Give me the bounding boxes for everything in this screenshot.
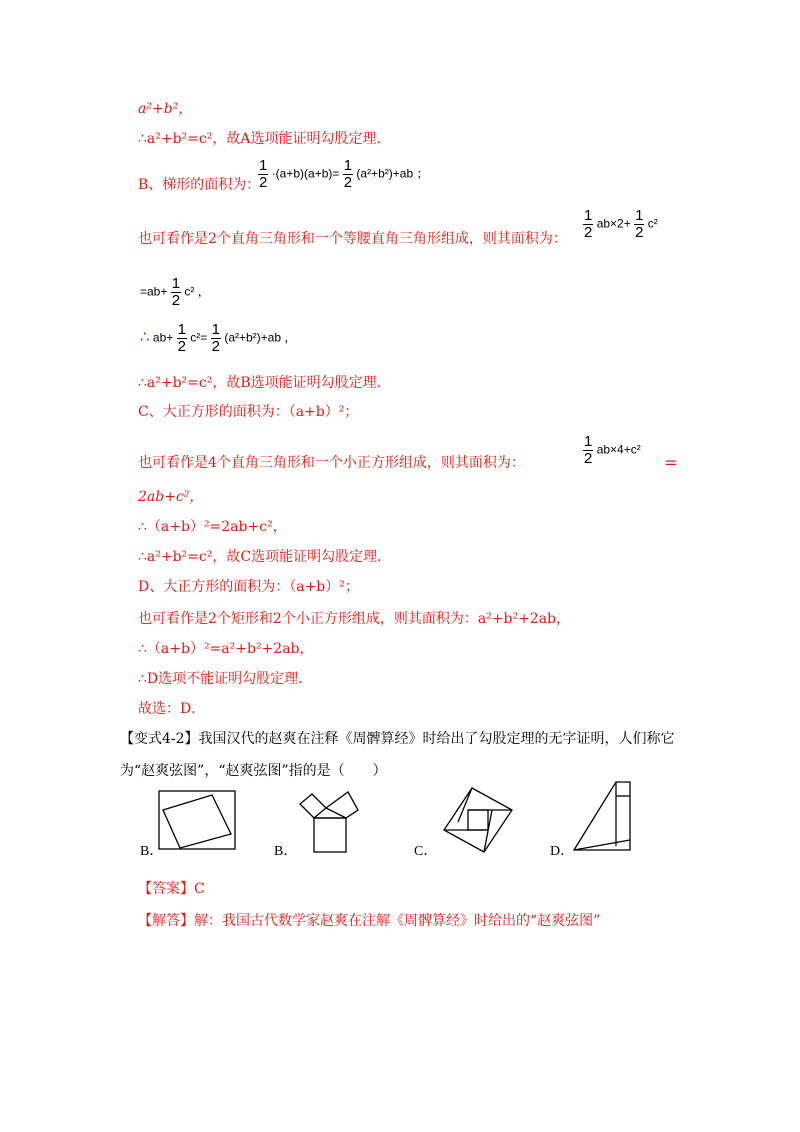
variant-question-line1	[120, 730, 675, 748]
fraction-half: $\frac{1}{2}$	[343, 157, 353, 191]
fraction-half: $\frac{1}{2}$	[259, 157, 268, 191]
explanation-label: 【解答】	[138, 913, 194, 929]
fraction-half: $\frac{1}{2}$	[635, 207, 644, 241]
variant-text-1: 我国汉代的赵爽在注释《周髀算经》时给出了勾股定理的无字证明，人们称它	[198, 731, 675, 747]
eq-ab-formula	[140, 276, 210, 309]
text-also-b: 也可看作是2个直角三角形和一个等腰直角三角形组成，则其面积为：	[138, 231, 567, 247]
text-d-area: D、大正方形的面积为：（a+b）²；	[138, 579, 359, 595]
eq-ab-part2: c²	[184, 284, 195, 299]
option-label-3: C．	[414, 844, 438, 859]
b-formula-part2: (a²+b²)+ab	[356, 166, 414, 181]
option-figure-2	[296, 790, 366, 856]
text-also-c: 也可看作是4个直角三角形和一个小正方形组成，则其面积为：	[138, 455, 525, 471]
text-c-area: C、大正方形的面积为：（a+b）²；	[138, 404, 359, 420]
therefore-b-formula	[140, 322, 296, 355]
fraction-half: $\frac{1}{2}$	[177, 321, 186, 355]
therefore-symbol: ∴	[140, 328, 150, 346]
answer-label: 【答案】	[138, 881, 194, 897]
also-c-formula	[583, 434, 641, 467]
option-label-1: B．	[140, 844, 164, 859]
text-d-conclusion: ∴D选项不能证明勾股定理．	[138, 671, 313, 687]
also-c-formula-part1: ab×4+c²	[596, 442, 641, 457]
fraction-half: $\frac{1}{2}$	[171, 275, 181, 309]
option-figure-3	[440, 786, 516, 856]
b-formula-part1: ·(a+b)(a+b)=	[271, 166, 340, 181]
text-choose: 故选：D．	[138, 701, 206, 717]
option-figure-4	[572, 780, 634, 856]
variant-question-line2: 为“赵爽弦图”，“赵爽弦图”指的是（ ）	[120, 763, 387, 779]
text-line-a-conclusion: ∴a²+b²=c²，故A选项能证明勾股定理．	[138, 131, 391, 147]
also-b-formula	[583, 208, 658, 241]
text-c-therefore: ∴（a+b）²=2ab+c²，	[138, 519, 287, 535]
explanation-text: 解：我国古代数学家赵爽在注解《周髀算经》时给出的“赵爽弦图”	[194, 913, 601, 929]
also-c-equals: =	[664, 453, 678, 472]
eq-ab-part1: =ab+	[140, 284, 168, 299]
therefore-b-part3: (a²+b²)+ab	[224, 330, 282, 345]
fraction-half: $\frac{1}{2}$	[211, 321, 220, 355]
text-b-prefix: B、梯形的面积为：	[138, 177, 261, 193]
text-c-conclusion: ∴a²+b²=c²，故C选项能证明勾股定理．	[138, 549, 392, 565]
fraction-half: $\frac{1}{2}$	[584, 207, 593, 241]
answer-value: C	[194, 881, 205, 897]
text-d-therefore: ∴（a+b）²=a²+b²+2ab，	[138, 641, 314, 657]
fraction-half: $\frac{1}{2}$	[584, 433, 593, 467]
therefore-b-part1: ab+	[152, 330, 174, 345]
b-formula-end: ；	[416, 166, 429, 181]
also-b-formula-part1: ab×2+	[596, 216, 631, 231]
answer-line	[138, 880, 205, 898]
option-label-2: B．	[274, 844, 298, 859]
eq-ab-end: ，	[197, 284, 210, 299]
therefore-b-end: ，	[284, 330, 297, 345]
text-line-a2b2: a²+b²，	[138, 101, 193, 117]
text-b-conclusion: ∴a²+b²=c²，故B选项能证明勾股定理．	[138, 375, 391, 391]
option-figure-1	[158, 790, 238, 852]
variant-label: 【变式4-2】	[120, 731, 199, 747]
explanation-line	[138, 912, 600, 930]
also-b-formula-part2: c²	[647, 216, 658, 231]
option-label-4: D．	[550, 844, 575, 859]
b-trapezoid-formula	[258, 158, 428, 191]
text-c-result: 2ab+c²，	[138, 489, 204, 505]
therefore-b-part2: c²=	[190, 330, 208, 345]
text-also-d: 也可看作是2个矩形和2个小正方形组成，则其面积为：a²+b²+2ab，	[138, 611, 571, 627]
